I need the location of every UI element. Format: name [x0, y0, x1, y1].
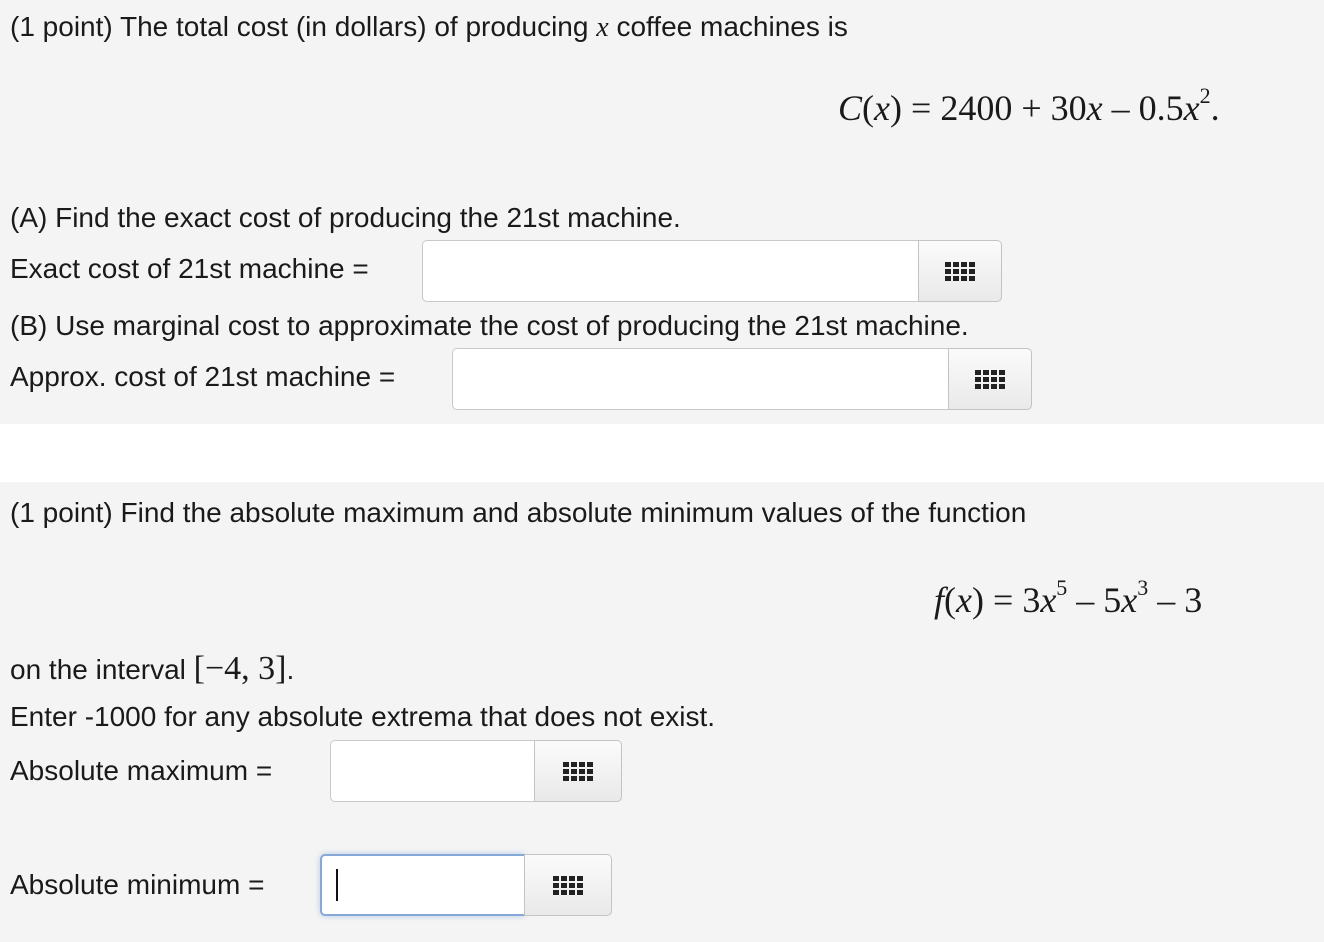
approx-cost-equation-button[interactable]: [948, 348, 1032, 410]
absolute-minimum-label: Absolute minimum =: [10, 869, 265, 900]
keypad-grid-icon: [553, 876, 583, 895]
absolute-minimum-equation-button[interactable]: [524, 854, 612, 916]
exact-cost-label: Exact cost of 21st machine =: [10, 253, 369, 284]
absolute-maximum-label: Absolute maximum =: [10, 755, 273, 786]
approx-cost-input[interactable]: [452, 348, 948, 410]
keypad-grid-icon: [945, 262, 975, 281]
instruction-text: Enter -1000 for any absolute extrema that does not exist.: [10, 701, 716, 732]
absolute-minimum-answer: [320, 854, 612, 916]
exact-cost-equation-button[interactable]: [918, 240, 1002, 302]
problem-1-panel: [0, 0, 1324, 424]
interval-line: on the interval [−4, 3].: [10, 650, 295, 687]
text-cursor: [336, 869, 338, 901]
approx-cost-answer: [452, 348, 1032, 410]
problem-1-intro: (1 point) The total cost (in dollars) of producing x coffee machines is: [10, 11, 848, 43]
interval-value: [−4, 3]: [193, 650, 287, 687]
part-a-question: (A) Find the exact cost of producing the 21st machine.: [10, 202, 681, 233]
exact-cost-input[interactable]: [422, 240, 918, 302]
absolute-maximum-equation-button[interactable]: [534, 740, 622, 802]
variable-x: x: [596, 12, 609, 43]
problem-2-panel: [0, 482, 1324, 942]
keypad-grid-icon: [563, 762, 593, 781]
function-formula: $f(x) = 3x^5 - 5x^3 - 3$: [934, 575, 1203, 620]
absolute-minimum-input[interactable]: [320, 854, 524, 916]
cost-formula: $C(x) = 2400 + 30x - 0.5x^2$.: [838, 83, 1220, 128]
approx-cost-label: Approx. cost of 21st machine =: [10, 361, 396, 392]
keypad-grid-icon: [975, 370, 1005, 389]
problem-2-intro: (1 point) Find the absolute maximum and absolute minimum values of the function: [10, 497, 1027, 528]
part-b-question: (B) Use marginal cost to approximate the cost of producing the 21st machine.: [10, 310, 969, 341]
exact-cost-answer: [422, 240, 1002, 302]
absolute-maximum-input[interactable]: [330, 740, 534, 802]
absolute-maximum-answer: [330, 740, 622, 802]
